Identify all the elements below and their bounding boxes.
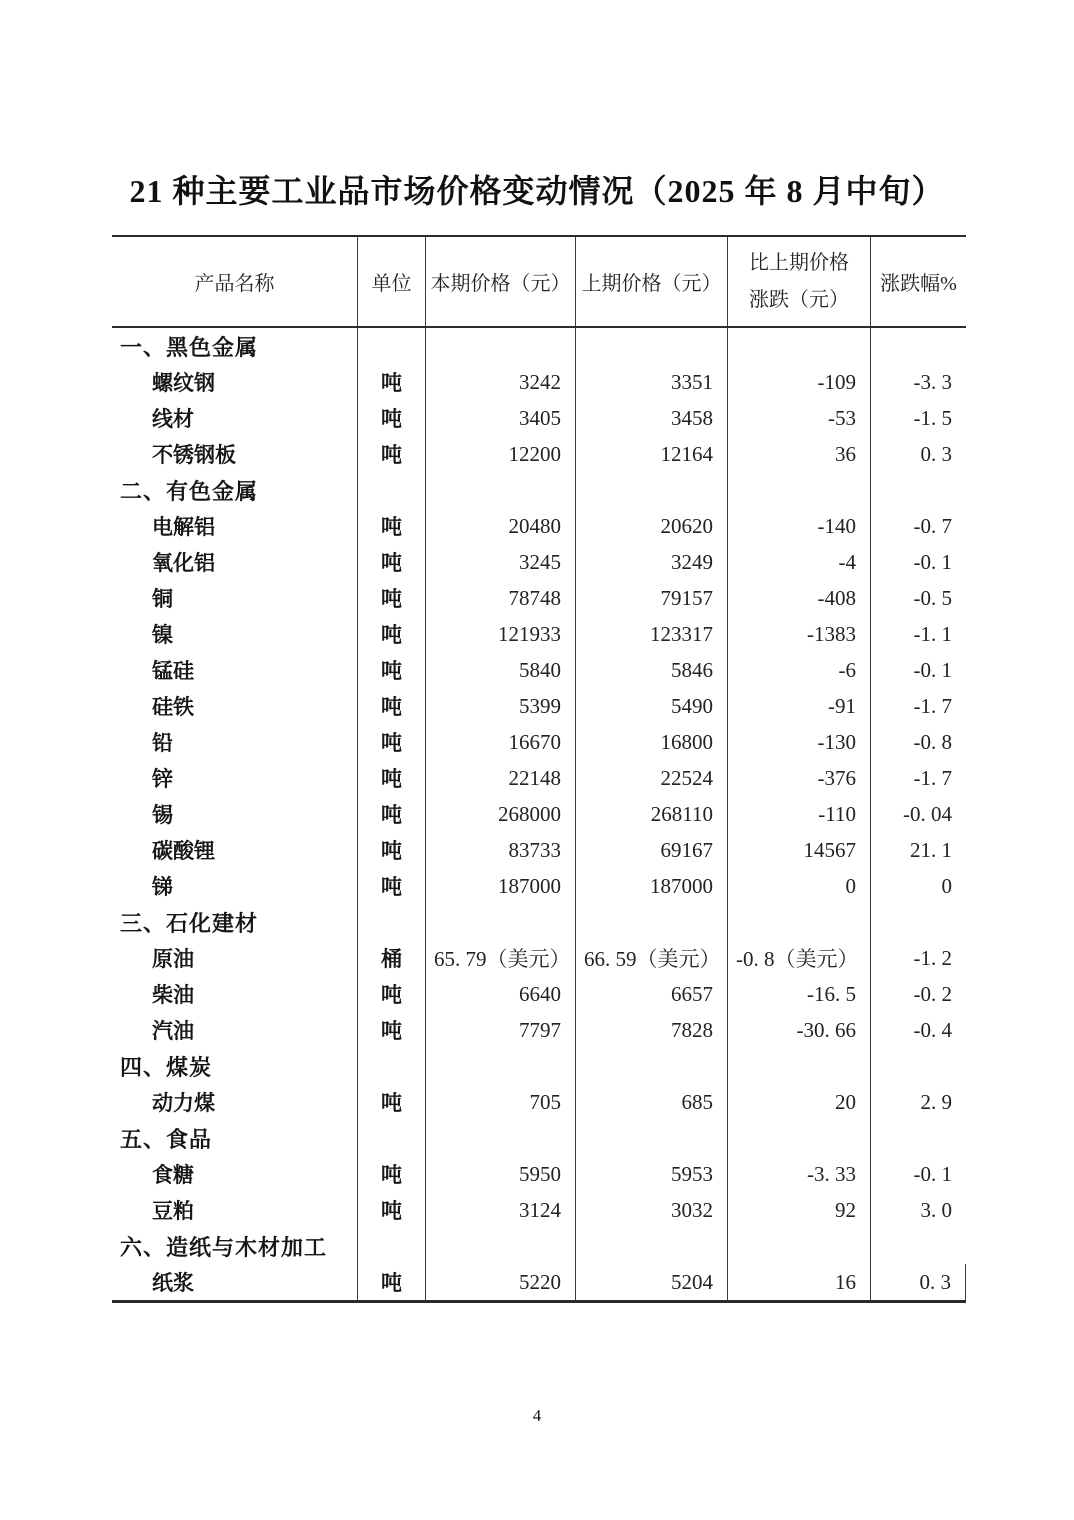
product-name-cell: 锌 [152,768,173,791]
current-price-cell: 65. 79（美元） [425,940,575,976]
product-name-cell: 汽油 [152,1020,194,1043]
table-row [112,976,966,1012]
unit-cell [357,1048,425,1084]
unit-cell: 吨 [357,832,425,868]
product-name-cell: 不锈钢板 [152,444,236,467]
current-price-cell: 22148 [425,760,575,796]
price-change-cell: 92 [727,1192,870,1228]
change-percent-cell: -1. 5 [870,400,966,436]
section-row [112,328,966,364]
previous-price-cell: 6657 [575,976,727,1012]
unit-cell [357,1228,425,1264]
change-percent-cell [870,328,966,364]
change-percent-cell: -0. 04 [870,796,966,832]
previous-price-cell: 20620 [575,508,727,544]
table-row [112,724,966,760]
current-price-cell [425,904,575,940]
previous-price-cell: 66. 59（美元） [575,940,727,976]
current-price-cell: 5220 [425,1264,575,1300]
current-price-cell [425,328,575,364]
unit-cell [357,904,425,940]
current-price-cell: 5840 [425,652,575,688]
previous-price-cell: 5204 [575,1264,727,1300]
change-percent-cell [870,1228,966,1264]
product-name-cell: 锡 [152,804,173,827]
unit-cell [357,328,425,364]
previous-price-cell: 123317 [575,616,727,652]
price-change-cell: -6 [727,652,870,688]
unit-cell: 吨 [357,508,425,544]
product-name-cell: 五、食品 [120,1126,213,1152]
change-percent-cell: 0 [870,868,966,904]
price-change-cell: -1383 [727,616,870,652]
header-change-percent: 涨跌幅% [870,237,966,326]
unit-cell: 吨 [357,364,425,400]
product-name-cell: 食糖 [152,1164,194,1187]
previous-price-cell [575,472,727,508]
previous-price-cell: 5846 [575,652,727,688]
header-current-price: 本期价格（元） [425,237,575,326]
page-number: 4 [532,1406,542,1425]
change-percent-cell: 0. 3 [870,436,966,472]
current-price-cell: 705 [425,1084,575,1120]
current-price-cell [425,1120,575,1156]
current-price-cell: 83733 [425,832,575,868]
header-unit: 单位 [357,237,425,326]
section-row [112,904,966,940]
previous-price-cell: 16800 [575,724,727,760]
table-row [112,544,966,580]
change-percent-cell: -0. 1 [870,652,966,688]
product-name-cell: 柴油 [152,984,194,1007]
table-row [112,652,966,688]
unit-cell: 吨 [357,616,425,652]
table-row [112,400,966,436]
product-name-cell: 锑 [152,876,173,899]
unit-cell: 吨 [357,724,425,760]
unit-cell: 吨 [357,580,425,616]
unit-cell: 吨 [357,976,425,1012]
product-name-cell: 镍 [152,624,173,647]
previous-price-cell: 3249 [575,544,727,580]
previous-price-cell: 69167 [575,832,727,868]
section-row [112,1228,966,1264]
unit-cell: 吨 [357,1264,425,1300]
header-price-change-line2: 涨跌（元） [749,288,849,311]
product-name-cell: 纸浆 [152,1272,194,1295]
price-change-cell: -0. 8（美元） [727,940,870,976]
header-previous-price: 上期价格（元） [575,237,727,326]
product-name-cell: 动力煤 [152,1092,215,1115]
price-change-cell [727,1120,870,1156]
price-change-cell [727,472,870,508]
price-change-cell: -408 [727,580,870,616]
price-change-cell: 16 [727,1264,870,1300]
current-price-cell: 20480 [425,508,575,544]
page-title: 21 种主要工业品市场价格变动情况（2025 年 8 月中旬） [129,173,945,209]
change-percent-cell: -0. 1 [870,544,966,580]
previous-price-cell [575,904,727,940]
previous-price-cell: 187000 [575,868,727,904]
change-percent-cell [870,1120,966,1156]
table-row [112,508,966,544]
section-row [112,1048,966,1084]
previous-price-cell: 3032 [575,1192,727,1228]
unit-cell: 吨 [357,688,425,724]
product-name-cell: 豆粕 [152,1200,194,1223]
change-percent-cell: 3. 0 [870,1192,966,1228]
table-row [112,436,966,472]
unit-cell: 吨 [357,436,425,472]
current-price-cell: 5950 [425,1156,575,1192]
previous-price-cell: 79157 [575,580,727,616]
price-change-cell: -140 [727,508,870,544]
header-price-change [727,237,870,326]
table-body [112,328,966,1303]
current-price-cell: 3242 [425,364,575,400]
previous-price-cell: 22524 [575,760,727,796]
price-change-cell [727,904,870,940]
current-price-cell: 6640 [425,976,575,1012]
table-row [112,616,966,652]
price-change-cell: -91 [727,688,870,724]
product-name-cell: 电解铝 [152,516,215,539]
previous-price-cell: 3458 [575,400,727,436]
header-price-change-line1: 比上期价格 [749,251,849,274]
current-price-cell: 5399 [425,688,575,724]
current-price-cell: 121933 [425,616,575,652]
unit-cell: 吨 [357,544,425,580]
unit-cell: 桶 [357,940,425,976]
product-name-cell: 铜 [152,588,173,611]
unit-cell: 吨 [357,652,425,688]
unit-cell: 吨 [357,1012,425,1048]
product-name-cell: 四、煤炭 [120,1054,213,1080]
previous-price-cell [575,328,727,364]
current-price-cell: 3405 [425,400,575,436]
current-price-cell [425,1228,575,1264]
change-percent-cell: -0. 4 [870,1012,966,1048]
product-name-cell: 二、有色金属 [120,478,259,504]
current-price-cell: 187000 [425,868,575,904]
price-change-cell: -110 [727,796,870,832]
change-percent-cell: -1. 7 [870,760,966,796]
price-table [112,235,966,1303]
unit-cell: 吨 [357,868,425,904]
change-percent-cell: 21. 1 [870,832,966,868]
current-price-cell: 78748 [425,580,575,616]
change-percent-cell: -0. 1 [870,1156,966,1192]
previous-price-cell: 7828 [575,1012,727,1048]
table-row [112,1012,966,1048]
product-name-cell: 铅 [152,732,173,755]
price-change-cell: 36 [727,436,870,472]
table-row [112,832,966,868]
section-row [112,472,966,508]
change-percent-cell: -1. 7 [870,688,966,724]
previous-price-cell: 685 [575,1084,727,1120]
price-change-cell: -53 [727,400,870,436]
unit-cell: 吨 [357,760,425,796]
price-change-cell: 20 [727,1084,870,1120]
table-row [112,796,966,832]
header-product-name: 产品名称 [194,273,275,295]
table-row [112,868,966,904]
change-percent-cell: -3. 3 [870,364,966,400]
section-row [112,1120,966,1156]
change-percent-cell: -0. 7 [870,508,966,544]
unit-cell: 吨 [357,400,425,436]
change-percent-cell [870,904,966,940]
table-row [112,1084,966,1120]
product-name-cell: 锰硅 [152,660,194,683]
price-change-cell: -109 [727,364,870,400]
product-name-cell: 线材 [152,408,194,431]
current-price-cell: 268000 [425,796,575,832]
unit-cell: 吨 [357,1156,425,1192]
product-name-cell: 六、造纸与木材加工 [120,1234,328,1260]
table-row [112,760,966,796]
price-change-cell: -376 [727,760,870,796]
product-name-cell: 氧化铝 [152,552,215,575]
price-change-cell: 0 [727,868,870,904]
previous-price-cell: 12164 [575,436,727,472]
product-name-cell: 螺纹钢 [152,372,215,395]
current-price-cell: 16670 [425,724,575,760]
current-price-cell: 12200 [425,436,575,472]
product-name-cell: 一、黑色金属 [120,334,259,360]
unit-cell: 吨 [357,1192,425,1228]
unit-cell [357,472,425,508]
previous-price-cell: 268110 [575,796,727,832]
change-percent-cell [870,1048,966,1084]
price-change-cell [727,1228,870,1264]
price-change-cell: -16. 5 [727,976,870,1012]
table-row [112,364,966,400]
change-percent-cell: -0. 8 [870,724,966,760]
price-change-cell [727,1048,870,1084]
table-row [112,1264,966,1300]
product-name-cell: 碳酸锂 [152,840,215,863]
table-row [112,1192,966,1228]
price-change-cell: -4 [727,544,870,580]
change-percent-cell: -0. 5 [870,580,966,616]
unit-cell: 吨 [357,796,425,832]
change-percent-cell: 0. 3 [870,1264,966,1300]
product-name-cell: 三、石化建材 [120,910,259,936]
product-name-cell: 硅铁 [152,696,194,719]
previous-price-cell: 3351 [575,364,727,400]
change-percent-cell: 2. 9 [870,1084,966,1120]
current-price-cell: 7797 [425,1012,575,1048]
unit-cell: 吨 [357,1084,425,1120]
previous-price-cell [575,1120,727,1156]
table-row [112,1156,966,1192]
table-row [112,940,966,976]
change-percent-cell: -0. 2 [870,976,966,1012]
unit-cell [357,1120,425,1156]
previous-price-cell: 5490 [575,688,727,724]
current-price-cell: 3245 [425,544,575,580]
previous-price-cell [575,1048,727,1084]
price-change-cell: 14567 [727,832,870,868]
table-row [112,688,966,724]
price-change-cell: -30. 66 [727,1012,870,1048]
price-change-cell: -3. 33 [727,1156,870,1192]
change-percent-cell [870,472,966,508]
change-percent-cell: -1. 1 [870,616,966,652]
price-change-cell: -130 [727,724,870,760]
table-header-row [112,235,966,328]
product-name-cell: 原油 [152,948,194,971]
previous-price-cell [575,1228,727,1264]
current-price-cell: 3124 [425,1192,575,1228]
price-change-cell [727,328,870,364]
current-price-cell [425,1048,575,1084]
table-row [112,580,966,616]
current-price-cell [425,472,575,508]
change-percent-cell: -1. 2 [870,940,966,976]
previous-price-cell: 5953 [575,1156,727,1192]
